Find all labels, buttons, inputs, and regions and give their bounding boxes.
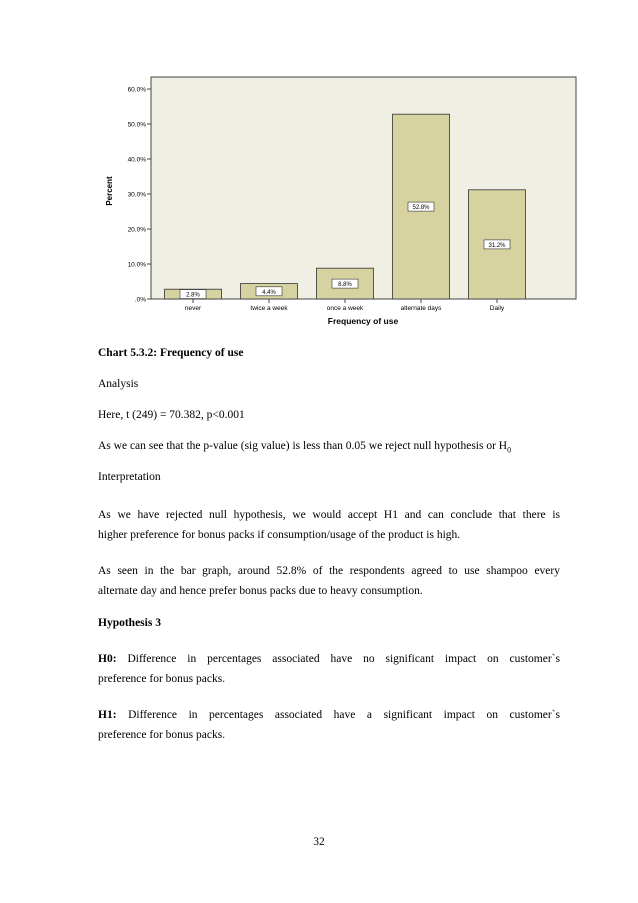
h1-line-2: preference for bonus packs. <box>98 729 226 741</box>
frequency-of-use-bar-chart <box>100 75 582 330</box>
bar-graph-paragraph-line-1: As seen in the bar graph, around 52.8% of the respondents agreed to use shampoo every <box>98 565 560 577</box>
y-tick-label: 30.0% <box>127 191 146 199</box>
interpretation-paragraph-line-1: As we have rejected null hypothesis, we would accept H1 and can conclude that there is <box>98 509 560 521</box>
y-tick-label: .0% <box>134 296 146 304</box>
x-tick-label: never <box>184 305 202 312</box>
chart-caption: Chart 5.3.2: Frequency of use <box>98 347 244 359</box>
y-tick-label: 20.0% <box>127 226 146 234</box>
h0-label: H0: <box>98 653 117 665</box>
h1-text: Difference in percentages associated have a significant impact on customer`s <box>128 709 561 721</box>
h0-text: Difference in percentages associated have no significant impact on customer`s <box>127 653 560 665</box>
y-tick-label: 50.0% <box>127 121 146 129</box>
y-axis-label: Percent <box>105 176 114 206</box>
y-tick-label: 60.0% <box>127 86 146 94</box>
y-axis <box>128 87 151 304</box>
data-label: 52.8% <box>412 205 430 212</box>
x-axis-label: Frequency of use <box>327 316 399 326</box>
data-label: 8.8% <box>338 282 352 289</box>
pvalue-paragraph <box>98 438 560 458</box>
h0-line-2: preference for bonus packs. <box>98 673 226 685</box>
hypothesis-heading: Hypothesis 3 <box>98 617 161 629</box>
h1-line-1 <box>98 707 560 724</box>
x-tick-label: Daily <box>489 305 505 312</box>
x-tick-label: twice a week <box>250 305 288 312</box>
y-tick-label: 10.0% <box>127 261 146 269</box>
test-statistic-line: Here, t (249) = 70.382, p<0.001 <box>98 409 245 421</box>
y-tick-label: 40.0% <box>127 156 146 164</box>
page-number: 32 <box>313 836 325 848</box>
interpretation-heading: Interpretation <box>98 471 161 483</box>
x-tick-label: once a week <box>326 305 364 312</box>
data-label: 4.4% <box>262 289 276 296</box>
interpretation-paragraph-line-2: higher preference for bonus packs if consumption/usage of the product is high. <box>98 529 461 541</box>
h0-line-1 <box>98 651 560 668</box>
data-label: 31.2% <box>488 242 506 249</box>
h0-subscript: 0 <box>507 445 512 455</box>
bar-graph-paragraph-line-2: alternate day and hence prefer bonus packs due to heavy consumption. <box>98 585 423 597</box>
x-tick-label: alternate days <box>400 305 442 312</box>
analysis-heading: Analysis <box>98 378 139 390</box>
x-axis <box>185 299 505 312</box>
h1-label: H1: <box>98 709 117 721</box>
data-label: 2.8% <box>186 292 200 299</box>
pvalue-text: As we can see that the p-value (sig value) is less than 0.05 we reject null hypothesis or H <box>98 440 508 452</box>
